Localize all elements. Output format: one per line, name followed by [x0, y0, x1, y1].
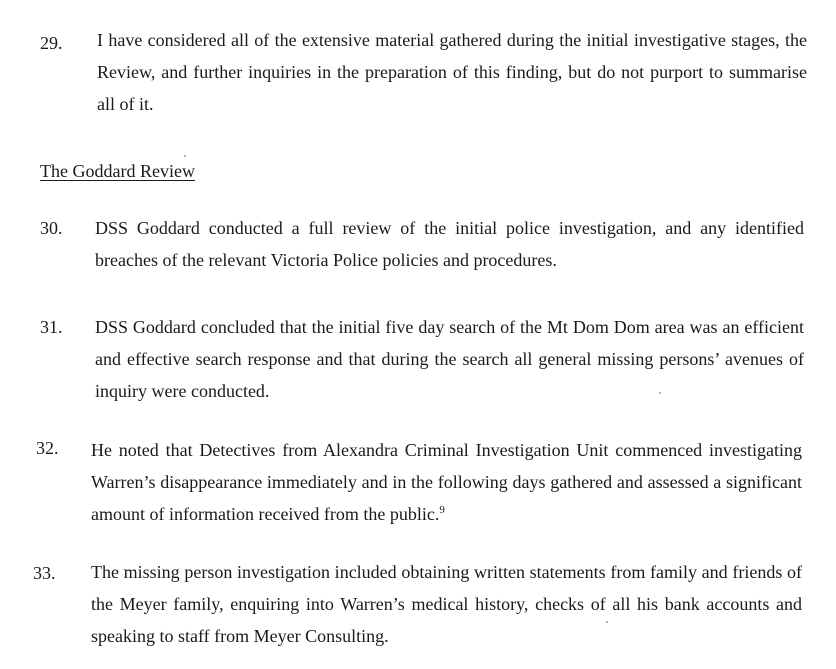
paragraph-number: 33.	[33, 563, 56, 583]
paragraph-text: DSS Goddard concluded that the initial five day search of the Mt Dom Dom area was an efficient and effective search response and that during the search all general missing persons’ avenues of inquiry were conducted.	[95, 317, 804, 401]
paragraph-body: He noted that Detectives from Alexandra Criminal Investigation Unit commenced investigating Warren’s disappearance immediately and in the following days gathered and assessed a significant amount of information received from the public.	[91, 440, 802, 524]
footnote-marker: 9	[439, 504, 445, 516]
paragraph-number: 29.	[40, 33, 63, 53]
paragraph-text: The missing person investigation included obtaining written statements from family and friends of the Meyer family, enquiring into Warren’s medical history, checks of all his bank accounts and speaking to staff from Meyer Consulting.	[91, 562, 802, 646]
section-heading: The Goddard Review	[40, 161, 195, 181]
scan-speck	[184, 155, 186, 157]
scan-speck	[606, 621, 608, 623]
paragraph-text: I have considered all of the extensive material gathered during the initial investigative stages, the Review, and further inquiries in the preparation of this finding, but do not purport to summarise all of it.	[97, 30, 807, 114]
paragraph-number: 32.	[36, 438, 59, 458]
paragraph-text	[91, 434, 802, 530]
paragraph-text: DSS Goddard conducted a full review of the initial police investigation, and any identified breaches of the relevant Victoria Police policies and procedures.	[95, 218, 804, 270]
paragraph-number: 31.	[40, 317, 63, 337]
scan-speck	[659, 392, 661, 394]
paragraph-number: 30.	[40, 218, 63, 238]
